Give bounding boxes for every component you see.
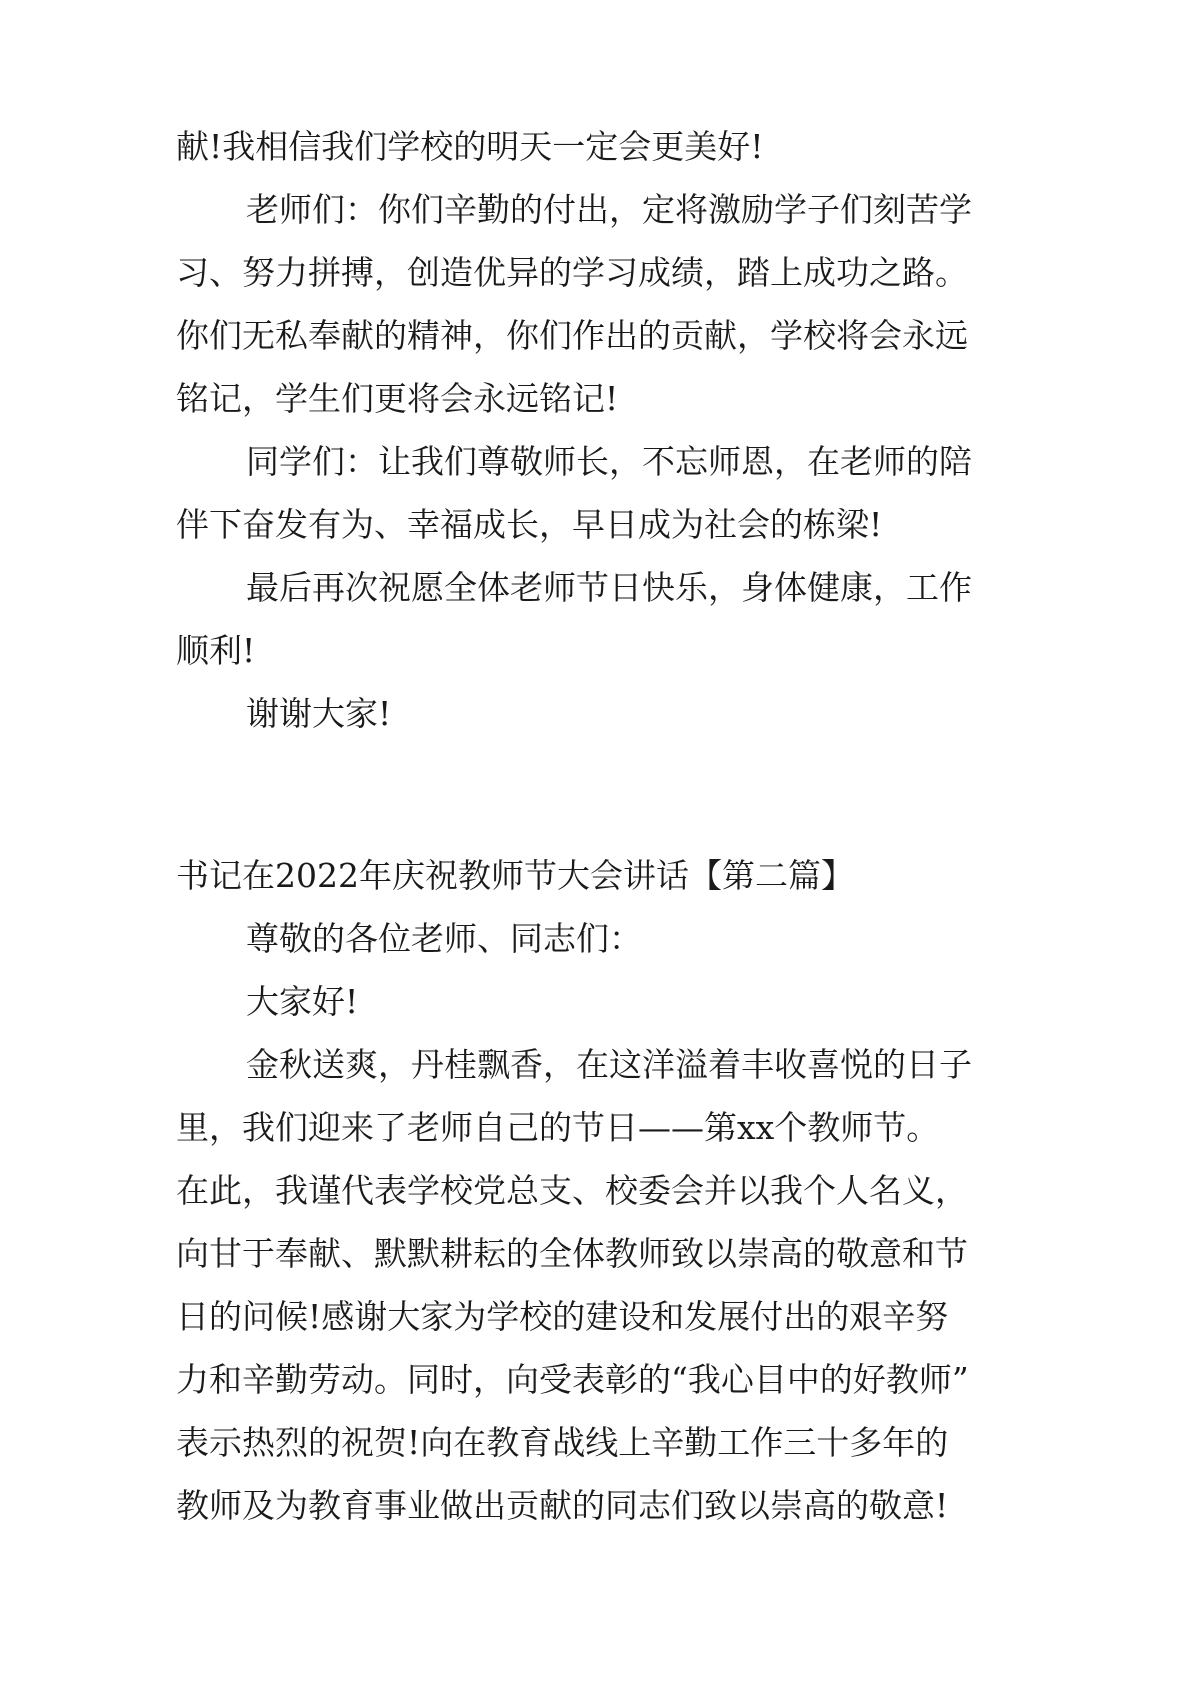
- paragraph-line: 铭记，学生们更将会永远铭记!: [176, 379, 619, 418]
- paragraph-line: 大家好!: [246, 982, 359, 1021]
- paragraph-line: 你们无私奉献的精神，你们作出的贡献，学校将会永远: [176, 316, 968, 355]
- paragraph-line: 日的问候!感谢大家为学校的建设和发展付出的艰辛努: [176, 1297, 949, 1336]
- paragraph-line: 里，我们迎来了老师自己的节日——第xx个教师节。: [176, 1108, 940, 1147]
- paragraph-line: 习、努力拼搏，创造优异的学习成绩，踏上成功之路。: [176, 253, 968, 292]
- section-heading: 书记在2022年庆祝教师节大会讲话【第二篇】: [176, 856, 854, 895]
- paragraph-line: 力和辛勤劳动。同时，向受表彰的“我心目中的好教师”: [176, 1360, 969, 1399]
- paragraph-line: 顺利!: [176, 631, 256, 670]
- paragraph-line: 谢谢大家!: [246, 694, 392, 733]
- paragraph-line: 最后再次祝愿全体老师节日快乐，身体健康，工作: [246, 568, 972, 607]
- paragraph-line: 教师及为教育事业做出贡献的同志们致以崇高的敬意!: [176, 1486, 949, 1525]
- section-two-body: [176, 907, 1056, 1537]
- paragraph-line: 献!我相信我们学校的明天一定会更美好!: [176, 127, 764, 166]
- section-one-body: [176, 115, 1056, 745]
- paragraph-line: 在此，我谨代表学校党总支、校委会并以我个人名义，: [176, 1171, 968, 1210]
- paragraph-line: 向甘于奉献、默默耕耘的全体教师致以崇高的敬意和节: [176, 1234, 968, 1273]
- paragraph-line: 同学们：让我们尊敬师长，不忘师恩，在老师的陪: [246, 442, 972, 481]
- paragraph-line: 尊敬的各位老师、同志们：: [246, 919, 642, 958]
- paragraph-line: 伴下奋发有为、幸福成长，早日成为社会的栋梁!: [176, 505, 883, 544]
- paragraph-line: 金秋送爽，丹桂飘香，在这洋溢着丰收喜悦的日子: [246, 1045, 972, 1084]
- paragraph-line: 表示热烈的祝贺!向在教育战线上辛勤工作三十多年的: [176, 1423, 949, 1462]
- paragraph-line: 老师们：你们辛勤的付出，定将激励学子们刻苦学: [246, 190, 972, 229]
